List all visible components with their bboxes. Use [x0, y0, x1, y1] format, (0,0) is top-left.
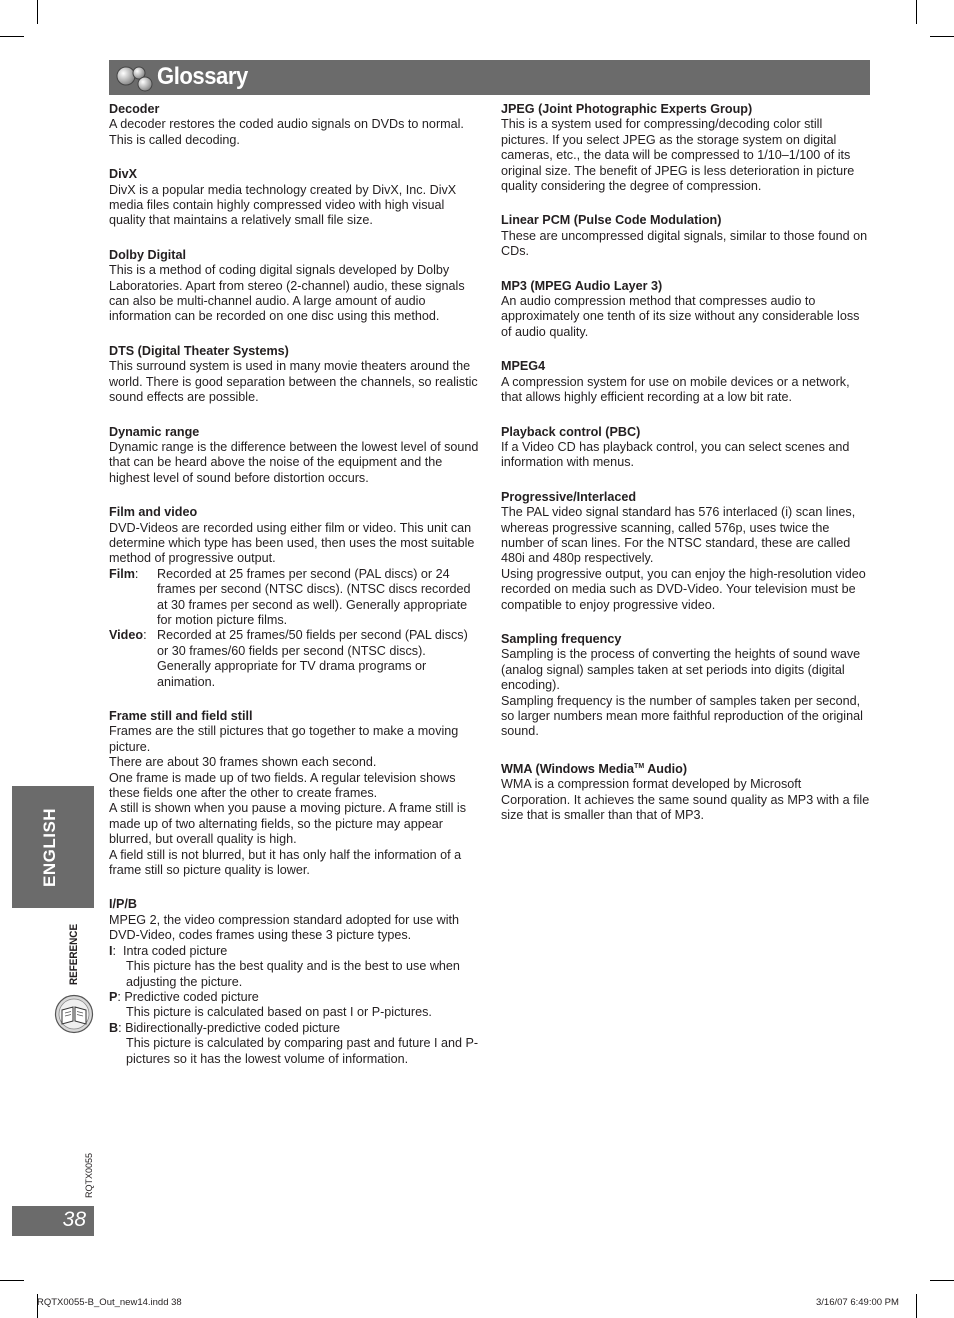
entry-divx [109, 167, 481, 229]
crop-mark [37, 0, 38, 24]
b-picture: B: Bidirectionally-predictive coded picture This picture is calculated by comparing past and future I and P-pictures so it has the lowest volume of information. [109, 1021, 481, 1067]
p-picture: P: Predictive coded picture This picture is calculated based on past I or P-pictures. [109, 990, 481, 1021]
crop-mark [0, 1280, 24, 1281]
glossary-left-column [109, 102, 481, 1086]
definition: MPEG 2, the video compression standard adopted for use with DVD-Video, codes frames using these 3 picture types. [109, 912, 460, 943]
label: P [109, 989, 118, 1004]
term: Progressive/Interlaced [501, 489, 637, 504]
crop-mark [916, 0, 917, 24]
entry-progressive [501, 490, 873, 613]
entry-dynamic-range [109, 425, 481, 487]
page-number-box [12, 1206, 94, 1236]
entry-frame-still [109, 709, 481, 878]
definition: The PAL video signal standard has 576 interlaced (i) scan lines, whereas progressive scanning, called 576p, uses twice the number of scan lines. For the NTSC standard, these are called 480i and 480p respectively. [501, 505, 856, 566]
term: Linear PCM (Pulse Code Modulation) [501, 213, 722, 228]
term: Frame still and field still [109, 709, 253, 723]
term: I/P/B [109, 897, 137, 912]
picture-type: Intra coded picture [123, 943, 228, 958]
label: Film [109, 566, 135, 581]
entry-sampling-frequency [501, 632, 873, 740]
definition: Recorded at 25 frames/50 fields per second (PAL discs) or 30 frames/60 fields per second (NTSC discs). Generally appropriate for TV drama programs or animation. [157, 628, 468, 689]
picture-type: Bidirectionally-predictive coded picture [125, 1020, 341, 1035]
term-part: WMA (Windows Media [501, 762, 635, 776]
entry-wma [501, 759, 873, 824]
entry-mp3 [501, 279, 873, 341]
definition: This picture is calculated by comparing past and future I and P-pictures so it has the lowest volume of information. [126, 1036, 479, 1066]
term: Decoder [109, 102, 160, 116]
entry-dts [109, 344, 481, 406]
definition: This picture has the best quality and is the best to use when adjusting the picture. [126, 959, 460, 989]
definition: This is a system used for compressing/decoding color still pictures. If you select JPEG as the storage system on digital cameras, etc., the data will be compressed to 1/10–1/100 of its original size. The benefit of JPEG is less deterioration in picture quality considering the degree of compression. [501, 117, 855, 194]
definition: Using progressive output, you can enjoy the high-resolution video recorded on media such as DVD-Video. Your television must be compatible to enjoy progressive video. [501, 566, 866, 612]
definition: DVD-Videos are recorded using either film or video. This unit can determine which type has been used, then uses the most suitable method of progressive output. [109, 520, 475, 566]
definition: This surround system is used in many movie theaters around the world. There is good separation between the channels, so realistic sound effects are possible. [109, 359, 478, 405]
glossary-right-column [501, 102, 873, 843]
term: Playback control (PBC) [501, 424, 641, 439]
crop-mark [0, 36, 24, 37]
definition: Recorded at 25 frames per second (PAL discs) or 24 frames per second (NTSC discs). (NTSC discs recorded at 30 frames per second as well). Generally appropriate for motion picture films. [157, 566, 471, 627]
film-definition: Film: Recorded at 25 frames per second (PAL discs) or 24 frames per second (NTSC discs). (NTSC discs recorded at 30 frames per second as well). Generally appropriate for motion picture films. [109, 567, 481, 629]
definition: WMA is a compression format developed by Microsoft Corporation. It achieves the same sound quality as MP3 with a file size that is smaller than that of MP3. [501, 777, 870, 823]
page-number: 38 [62, 1208, 86, 1231]
term: JPEG (Joint Photographic Experts Group) [501, 102, 753, 116]
crop-mark [930, 36, 954, 37]
definition: There are about 30 frames shown each second. [109, 755, 377, 770]
term-part: Audio) [644, 762, 688, 776]
definition: A field still is not blurred, but it has only half the information of a frame still so picture quality is lower. [109, 847, 462, 878]
definition: A still is shown when you pause a moving picture. A frame still is made up of two alternating fields, so the picture may appear blurred, but overall quality is high. [109, 801, 466, 847]
term: MPEG4 [501, 359, 546, 374]
definition: If a Video CD has playback control, you can select scenes and information with menus. [501, 439, 850, 470]
entry-dolby-digital [109, 248, 481, 325]
term [501, 759, 873, 778]
footer-file: RQTX0055-B_Out_new14.indd 38 [37, 1297, 182, 1308]
crop-mark [930, 1280, 954, 1281]
crop-mark [916, 1294, 917, 1318]
entry-pbc [501, 425, 873, 471]
page-title: Glossary [157, 63, 248, 90]
definition: A decoder restores the coded audio signals on DVDs to normal. This is called decoding. [109, 117, 464, 147]
term: MP3 (MPEG Audio Layer 3) [501, 278, 663, 293]
definition: An audio compression method that compresses audio to approximately one tenth of its size without any considerable loss of audio quality. [501, 294, 860, 339]
entry-film-and-video [109, 505, 481, 690]
footer-timestamp: 3/16/07 6:49:00 PM [816, 1297, 899, 1308]
definition: Dynamic range is the difference between the lowest level of sound that can be heard above the noise of the equipment and the highest level of sound before distortion occurs. [109, 439, 479, 485]
entry-linear-pcm [501, 213, 873, 259]
label: B [109, 1020, 119, 1035]
definition: Sampling frequency is the number of samples taken per second, so larger numbers mean more faithful reproduction of the original sound. [501, 693, 863, 739]
label: I [109, 943, 113, 958]
entry-ipb [109, 897, 481, 1066]
definition: Sampling is the process of converting the heights of sound wave (analog signal) samples taken at set periods into digits (digital encoding). [501, 647, 861, 693]
bubbles-icon [115, 64, 155, 92]
entry-decoder [109, 102, 481, 148]
entry-jpeg [501, 102, 873, 194]
i-picture: I: Intra coded picture This picture has the best quality and is the best to use when adjusting the picture. [109, 944, 481, 990]
definition: These are uncompressed digital signals, similar to those found on CDs. [501, 228, 868, 259]
term: Dolby Digital [109, 247, 186, 262]
term: DivX [109, 167, 137, 182]
book-icon [54, 994, 94, 1034]
section-label: REFERENCE [68, 923, 80, 985]
definition: This is a method of coding digital signals developed by Dolby Laboratories. Apart from stereo (2-channel) audio, these signals can also be multi-channel audio. A large amount of audio information can be recorded on one disc using this method. [109, 263, 465, 324]
video-definition: Video: Recorded at 25 frames/50 fields per second (PAL discs) or 30 frames/60 fields per second (NTSC discs). Generally appropriate for TV drama programs or animation. [109, 628, 481, 690]
term: Sampling frequency [501, 631, 622, 646]
entry-mpeg4 [501, 359, 873, 405]
definition: Frames are the still pictures that go together to make a moving picture. [109, 724, 459, 754]
definition: A compression system for use on mobile devices or a network, that allows highly efficient recording at a low bit rate. [501, 374, 850, 405]
picture-type: Predictive coded picture [124, 989, 259, 1004]
definition: This picture is calculated based on past I or P-pictures. [126, 1005, 432, 1020]
term: DTS (Digital Theater Systems) [109, 343, 289, 358]
document-code: RQTX0055 [84, 1152, 94, 1198]
definition: DivX is a popular media technology created by DivX, Inc. DivX media files contain highly compressed video with high visual quality that maintains a relatively small file size. [109, 182, 457, 228]
trademark: TM [634, 762, 645, 770]
definition: One frame is made up of two fields. A regular television shows these fields one after the other to create frames. [109, 770, 456, 801]
term: Film and video [109, 505, 198, 520]
language-label: ENGLISH [40, 807, 59, 887]
label: Video [109, 628, 144, 643]
term: Dynamic range [109, 424, 200, 439]
glossary-header [109, 60, 870, 95]
